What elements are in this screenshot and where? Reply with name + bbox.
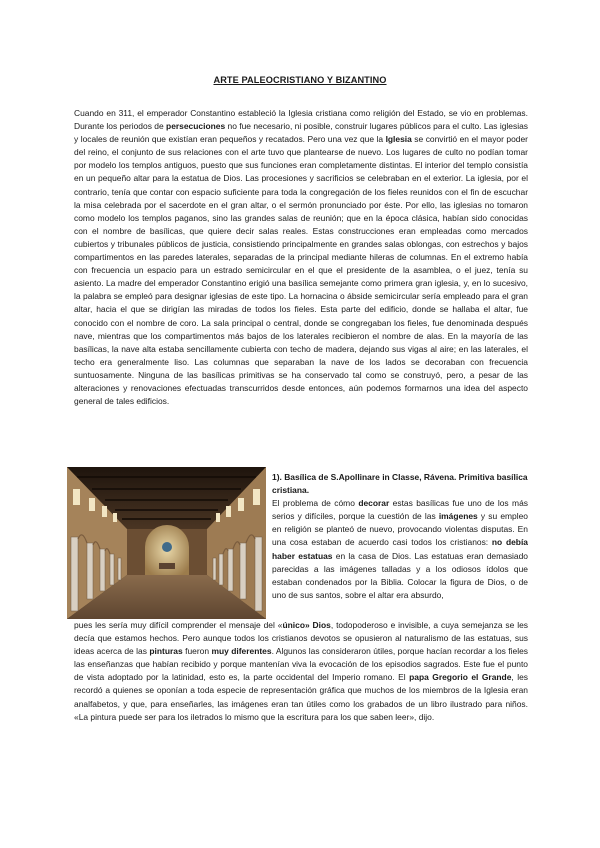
basilica-interior-photo bbox=[67, 467, 266, 619]
bold-text-run: muy diferentes bbox=[211, 646, 272, 657]
text-run: . Algunos las consideraron útiles, porque hacían recordar a los fieles las enseñanzas que habían recibido y porque mantenían viva la evocación de los episodios sagrados. Este fue el punto de vista adoptado por la latinidad, esto es, la parte occidental del Imperio romano. El bbox=[74, 646, 528, 683]
text-run: , les recordó a quienes se oponían a toda especie de representación gráfica que muchos de los miembros de la Iglesia eran analfabetos, y que, para enseñarles, las imágenes eran tan útiles como los grabados de un libro ilustrado para niños. «La pintura puede ser para los iletrados lo mismo que la escritura para los que saben leer», dijo. bbox=[74, 672, 528, 722]
text-run: en la casa de Dios. Las estatuas eran demasiado parecidas a las imágenes talladas y a los odiosos ídolos que estaban condenados por la Biblia. Colocar la figura de Dios, o de uno de sus santos, sobre el altar era absurdo, bbox=[272, 550, 528, 600]
bold-text-run: papa Gregorio el Grande bbox=[409, 672, 512, 683]
section-paragraph bbox=[272, 498, 528, 600]
text-run: se convirtió en el mayor poder del reino, el conjunto de sus relaciones con el arte tuvo que plantearse de nuevo. Los lugares de culto no podían tomar por modelo los templos antiguos, puesto que sus funciones eran completamente distintas. El interior del templo consistía en un pequeño altar para la estatua de Dios. Las procesiones y sacrificios se celebraban en el exterior. La iglesia, por el contrario, tenía que contar con espacio suficiente para toda la congregación de los fieles reunidos con el fin de escuchar la misa celebrada por el sacerdote en el gran altar, o el sermón pronunciado por éste. Por ello, las iglesias no tomaron como modelo los templos paganos, sino las grandes salas de reunión; que en la época clásica, habían sido conocidas con el nombre de basílicas, que quiere decir salas reales. Estas construcciones eran empleadas como mercados cubiertos y tribunales públicos de justicia, consistiendo principalmente en grandes salas oblongas, con estrechos y bajos compartimentos en las paredes laterales, separadas de la principal mediante hileras de columnas. En el extremo había con frecuencia un espacio para un estrado semicircular en el que el presidente de la asamblea, o el juez, tenía su asiento. La madre del emperador Constantino erigió una basílica semejante como primera gran iglesia, y, en lo sucesivo, la palabra se empleó para designar iglesias de este tipo. La hornacina o ábside semicircular sería empleado para el gran altar, hacia el que se dirigían las miradas de todos los fieles. Esta parte del edificio, donde se hallaba el altar, fue conocido con el nombre de coro. La sala principal o central, donde se congregaban los fieles, fue denominada después nave, mientras que los compartimentos más bajos de los laterales recibieron el nombre de alas. En la mayoría de las basílicas, la nave alta estaba sencillamente cubierta con techo de madera, dejando sus vigas al aire; en las laterales, el techo era generalmente liso. Las columnas que separaban la nave de los lados se decoraban con frecuencia suntuosamente. Ninguna de las basílicas primitivas se ha conservado tal como se construyó, pero, a pesar de las alteraciones y renovaciones efectuadas transcurridos desde entonces, aún podemos formarnos una idea del aspecto general de tales edificios. bbox=[74, 134, 528, 407]
text-run: estas basílicas fue uno de los más serios y difíciles, porque la cuestión de las bbox=[272, 498, 528, 522]
bold-text-run: Iglesia bbox=[385, 134, 412, 145]
bold-text-run: no debía haber estatuas bbox=[272, 537, 528, 561]
text-run: no fue necesario, ni posible, construir lugares públicos para el culto. Las iglesias y locales de reunión que existían eran pequeños y recatados. Pero una vez que la bbox=[74, 121, 529, 145]
text-run: fueron bbox=[182, 646, 212, 657]
text-run: El problema de cómo bbox=[272, 498, 359, 509]
bold-text-run: único» Dios bbox=[282, 620, 331, 630]
continuation-paragraph bbox=[74, 619, 528, 724]
text-run: pues les sería muy difícil comprender el mensaje del « bbox=[74, 620, 283, 630]
page-title: ARTE PALEOCRISTIANO Y BIZANTINO bbox=[213, 75, 387, 85]
intro-paragraph bbox=[74, 107, 528, 408]
bold-text-run: pinturas bbox=[149, 646, 183, 657]
text-run: y su empleo en religión se planteó de nuevo, provocando violentas disputas. En una cosa estaban de acuerdo casi todos los cristianos: bbox=[272, 511, 528, 548]
text-run: , todopoderoso e invisible, a cuya semejanza se les decía que estamos hechos. Pero aunque todos los cristianos devotos se opusieron al naturalismo de las estatuas, sus ideas acerca de las bbox=[74, 620, 528, 657]
text-run: Cuando en 311, el emperador Constantino estableció la Iglesia cristiana como religión del Estado, se vio en problemas. Durante los periodos de bbox=[74, 108, 528, 132]
bold-text-run: imágenes bbox=[438, 511, 478, 522]
bold-text-run: persecuciones bbox=[166, 121, 226, 132]
bold-text-run: decorar bbox=[358, 498, 390, 509]
section-heading: 1). Basílica de S.Apollinare in Classe, Rávena. Primitiva basílica cristiana. bbox=[272, 472, 528, 496]
section-block bbox=[272, 471, 528, 602]
